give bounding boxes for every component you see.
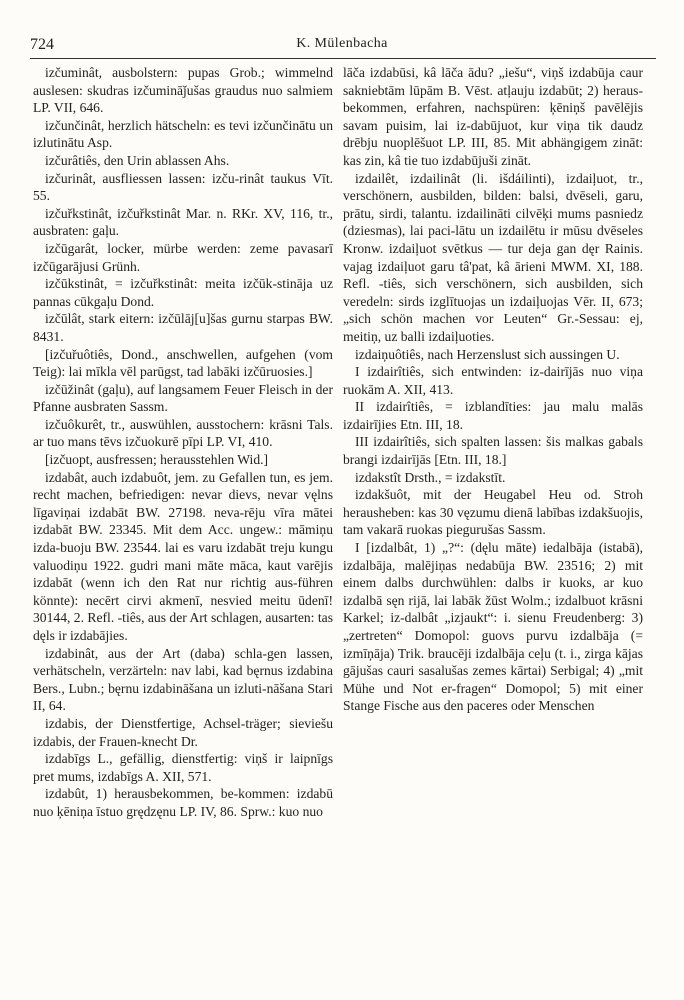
dictionary-entry: izčūgarât, locker, mürbe werden: zeme pavasarī izčūgarājusi Grünh. [33, 240, 333, 274]
dictionary-entry: izdaiņuôtiês, nach Herzenslust sich aussingen U. [355, 346, 620, 362]
dictionary-entry: izčūkstinât, = izčuřkstinât: meita izčūk-stināja uz pannas cūkgaļu Dond. [33, 276, 333, 309]
page-number: 724 [30, 36, 54, 53]
running-title: K. Mülenbacha [296, 36, 388, 51]
dictionary-entry: [izčuřuôtiês, Dond., anschwellen, aufgehen (vom Teig): lai mīkla vēl parūgst, tad labāki izčūruosies.] [33, 346, 333, 380]
dictionary-entry: izčuminât, ausbolstern: pupas Grob.; wimmelnd auslesen: skudras izčumināǰušas graudus nuo salmiem LP. VII, 646. [33, 65, 333, 116]
dictionary-entry: II izdairîtiês, = izblandīties: jau malu malās izdairījies Etn. III, 18. [343, 399, 643, 432]
dictionary-entry: izdabis, der Dienstfertige, Achsel-träger; sieviešu izdabis, der Frauen-knecht Dr. [33, 715, 333, 749]
dictionary-entry: izdakstît Drsth., = izdakstīt. [355, 469, 506, 485]
left-column [33, 64, 333, 821]
dictionary-entry: izčūžinât (gaļu), auf langsamem Feuer Fleisch in der Pfanne ausbraten Sassm. [33, 381, 333, 415]
dictionary-entry: izdabât, auch izdabuôt, jem. zu Gefallen tun, es jem. recht machen, befriedigen: nevar dievs, nevar vęlns līgaviņai izdabāt BW. 27198. neva-rēju vīra mātei izdabāt BW. 23345. Mit dem Acc. ungew.: māmiņu izda-buoju BW. 23544. lai es varu izdabāt treju kungu valuodiņu 1922. gudri mani māte māca, kaut varējis izdabāt (wenn ich den Rat nur richtig aus-führen könnte): necērt cirvi akmenī, nesvied meitu ūdenī! 30144, 2. Refl. -tiês, aus der Art schlagen, ausarten: tas dęls ir izdabājies. [33, 469, 333, 643]
right-column [343, 64, 643, 715]
dictionary-entry: [izčuopt, ausfressen; herausstehlen Wid.] [45, 452, 269, 468]
page-header [0, 30, 684, 56]
dictionary-entry: izčurinât, ausfliessen lassen: izču-rinât taukus Vīt. 55. [33, 170, 333, 204]
dictionary-entry: izdabīgs L., gefällig, dienstfertig: viņš ir laipnīgs pret mums, izdabīgs A. XII, 571. [33, 751, 333, 784]
dictionary-entry: III izdairîtiês, sich spalten lassen: šis malkas gabals brangi izdairījās [Etn. III, 18.] [343, 434, 643, 468]
dictionary-entry: I [izdalbât, 1) „?“: (dęlu māte) iedalbāja (istabā), izdalbāja, malējiņas nedabūja BW. 23516; 2) mit einem dalbs durchwühlen: dalbs ir kuoks, ar kuo izdalbā sęn rijā, lai labāk žūst Wolm.; izdalbuot krāsni Karkel; iz-dalbât „izjaukt“: i. sienu Freudenberg: 3) „zertreten“ Domopol: guovs purvu izdalbāja (= izmīņāja) Trik. braucēji izdalbāja ceļu (t. i., zirga kājas gājušas cauri sasalušas zemes kārtai) Serbigal; 4) „mit Mühe und Not er-fragen“ Domopol; 5) mit einer Stange Fische aus den paceres oder Menschen [343, 540, 643, 714]
dictionary-entry: izdailêt, izdailinât (li. išdáilinti), izdaiļuot, tr., verschönern, ausbilden, bilden: balsi, dvēseli, garu, prātu, sirdi, talantu. izdailināti cilvēķi mums pasniedz (dziesmas), lai paci-lātu un izdailētu ir mūsu dvēseles Kronw. izdaiļuot svētkus — tur deja gan dęr Rainis. vajag izdaiļuot garu tâ'pat, kâ ārieni MWM. XI, 188. Refl. -tiês, sich verschönern, sich ausbilden, sich veredeln: sirds izglītuojas un izdaiļuojas Vēr. II, 673; „sich schön machen vor Leuten“ Gr.-Sessau: ej, meitiņ, uz balli izdaiļuoties. [343, 170, 643, 344]
dictionary-entry: izdabinât, aus der Art (daba) schla-gen lassen, verhätscheln, verzärteln: nav labi, kad bęrnus izdabina Bers., Lubn.; bęrnu izdabināšana un izluti-nāšana Stari II, 64. [33, 645, 333, 714]
dictionary-entry: izčunčinât, herzlich hätscheln: es tevi izčunčinātu un izlutinātu Asp. [33, 117, 333, 151]
dictionary-entry: izčuřkstinât, izčuřkstinât Mar. n. RKr. XV, 116, tr., ausbraten: gaļu. [33, 205, 333, 239]
dictionary-entry: lāča izdabūsi, kâ lāča ādu? „iešu“, viņš izdabūja caur sakniebtām lūpām B. Vēst. atļauju izdabūt; 2) heraus-bekommen, erfahren, nachspüren: ķēniņš pavēlējis savam puisim, lai iz-dabūjuot, kur viņa tik daudz drēbju nuoplēšuot LP. III, 85. Mit abhängigem zināt: kas zin, kâ tie tuo izdabūjuši zināt. [343, 65, 643, 168]
dictionary-entry: izčurâtiês, den Urin ablassen Ahs. [45, 152, 230, 168]
dictionary-entry: izčūlât, stark eitern: izčūlāj[u]šas gurnu starpas BW. 8431. [33, 311, 333, 344]
dictionary-entry: izdakšuôt, mit der Heugabel Heu od. Stroh herausheben: kas 30 vęzumu dienā labības izdakšuojis, tam vakarā ruokas piegurušas Sassm. [343, 487, 643, 538]
dictionary-entry: izdabût, 1) herausbekommen, be-kommen: izdabū nuo ķēniņa īstuo grędzęnu LP. IV, 86. Sprw.: kuo nuo [33, 786, 333, 819]
dictionary-entry: I izdairîtiês, sich entwinden: iz-dairījās nuo viņa ruokām A. XII, 413. [343, 364, 643, 397]
dictionary-entry: izčuôkurêt, tr., auswühlen, ausstochern: krāsni Tals. ar tuo mans tēvs izčuokurē pīpi LP. VI, 410. [33, 416, 333, 450]
header-rule [30, 58, 656, 59]
